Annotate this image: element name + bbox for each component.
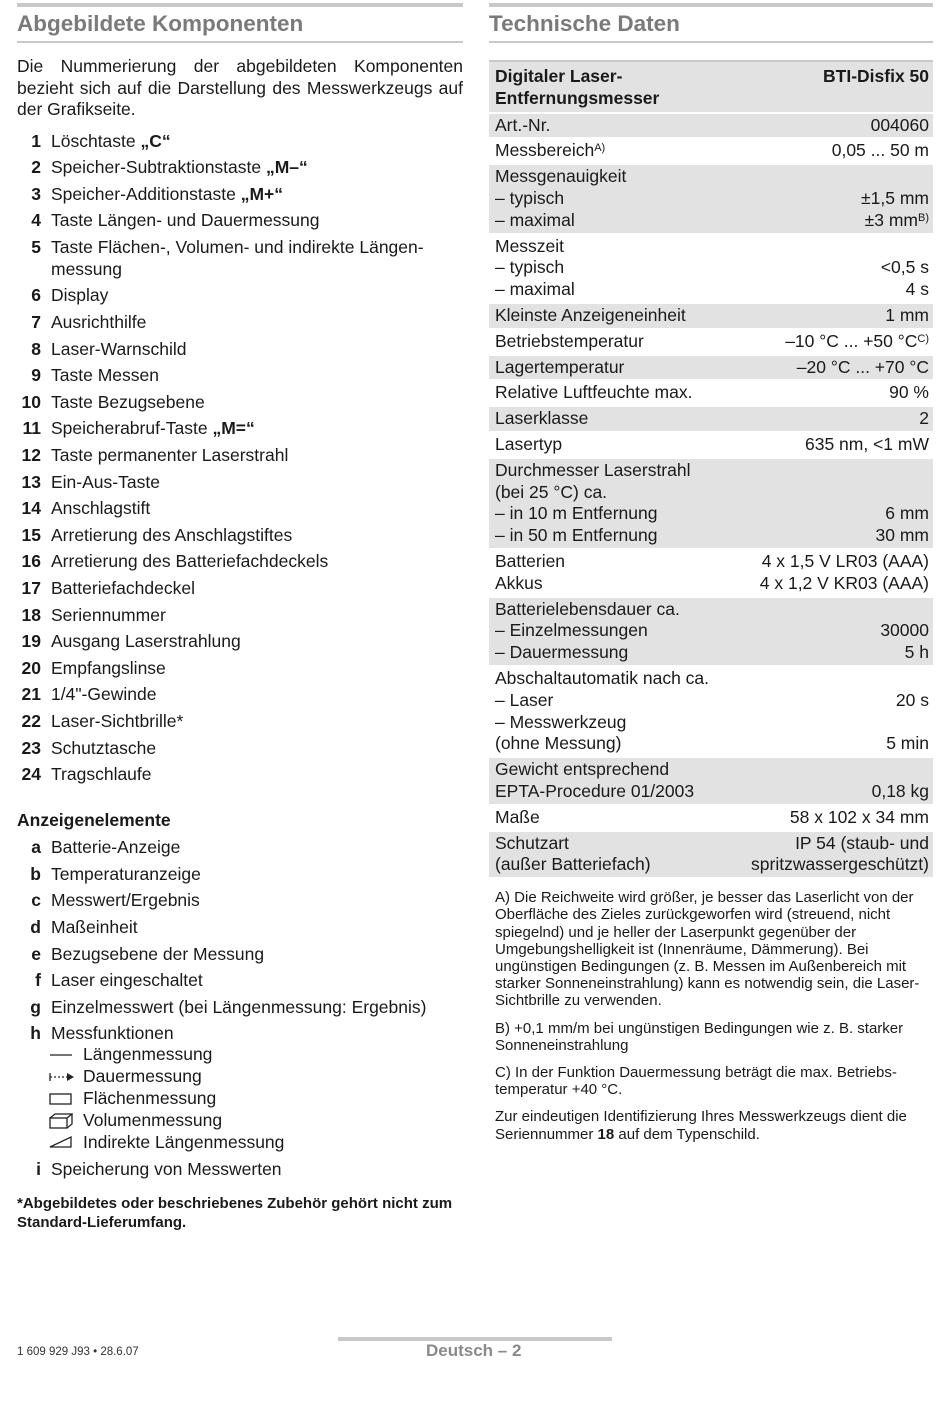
component-label: Ein-Aus-Taste [51, 471, 160, 492]
measure-function-item [17, 1132, 463, 1154]
component-number: 22 [21, 710, 41, 731]
length-line-icon [49, 1047, 75, 1063]
component-number: 5 [31, 236, 41, 257]
spec-value-text: 6 mm 30 mm [875, 503, 929, 546]
spec-value [876, 460, 929, 547]
component-label: Taste permanenter Laserstrahl [51, 445, 289, 466]
component-number: 24 [21, 764, 41, 785]
component-item [17, 391, 463, 413]
spec-row [489, 304, 933, 330]
component-text [41, 630, 241, 652]
spec-value-footnote-mark: B) [918, 211, 929, 224]
component-item [17, 524, 463, 546]
component-text [41, 550, 328, 572]
spec-value [832, 140, 929, 162]
display-elements-list [17, 836, 463, 1044]
measure-function-item [17, 1066, 463, 1088]
cube-volume-icon [49, 1113, 75, 1129]
component-label: Seriennummer [51, 604, 166, 625]
component-text [41, 236, 463, 280]
spec-label-text: Messgenauigkeit – typisch – maximal [495, 166, 627, 230]
spec-row [489, 598, 933, 667]
component-text [41, 183, 283, 205]
display-item-text: Messwert/Ergebnis [51, 890, 200, 911]
measure-function-item [17, 1044, 463, 1066]
component-label: Ausgang Laserstrahlung [51, 631, 241, 652]
spec-row [489, 165, 933, 234]
component-text [41, 209, 320, 231]
spec-value-text: 0,05 ... 50 m [831, 140, 929, 161]
component-text [41, 311, 146, 333]
component-number: 12 [21, 445, 41, 466]
spec-value-text: 4 x 1,5 V LR03 (AAA) 4 x 1,2 V KR03 (AAA) [759, 550, 929, 593]
measure-function-text: Flächenmessung [83, 1087, 217, 1108]
measure-function-text: Indirekte Längenmessung [83, 1131, 285, 1152]
footer-document-code: 1 609 929 J93 • 28.6.07 [17, 1346, 139, 1358]
spec-value [797, 357, 929, 379]
spec-label [495, 460, 690, 547]
component-label: Display [51, 285, 109, 306]
spec-row [489, 832, 933, 880]
footer-page-label: Deutsch – 2 [426, 1341, 522, 1360]
component-item [17, 209, 463, 231]
component-label: Speicher-Additionstaste [51, 183, 241, 204]
component-number: 14 [21, 498, 41, 519]
component-item [17, 763, 463, 785]
display-item-text: Einzelmesswert (bei Längenmessung: Ergebnis) [51, 996, 427, 1017]
spec-row [489, 550, 933, 598]
component-item [17, 710, 463, 732]
component-text [41, 737, 156, 759]
spec-value [871, 115, 929, 137]
spec-label [495, 357, 624, 379]
display-item-text: Laser eingeschaltet [51, 970, 203, 991]
display-item-letter: h [30, 1023, 41, 1044]
technical-data-column [489, 0, 933, 1143]
component-number: 21 [21, 684, 41, 705]
display-item-i [17, 1158, 463, 1180]
spec-value-text: 20 s 5 min [886, 689, 929, 754]
display-item-c [17, 889, 463, 911]
component-item [17, 236, 463, 280]
component-number: 20 [21, 657, 41, 678]
component-item [17, 657, 463, 679]
display-item-d [17, 916, 463, 938]
spec-row [489, 139, 933, 165]
display-item-b [17, 863, 463, 885]
component-label: Batteriefachdeckel [51, 578, 195, 598]
component-number: 18 [21, 604, 41, 625]
component-key-symbol: „M=“ [212, 418, 255, 439]
components-intro: Die Nummerierung der abgebildeten Komponenten bezieht sich auf die Darstellung des Messwerkzeugs auf der Grafikseite. [17, 56, 463, 119]
component-text [41, 710, 183, 732]
component-number: 10 [21, 391, 41, 412]
component-item [17, 417, 463, 439]
component-text [41, 444, 288, 466]
serial-note [489, 1108, 933, 1142]
spec-label-text: Laserklasse [495, 408, 589, 429]
component-number: 6 [31, 285, 41, 306]
spec-value [805, 434, 929, 456]
component-number: 23 [21, 737, 41, 758]
display-item-letter: g [30, 996, 41, 1017]
display-item-letter: e [31, 943, 41, 964]
component-text [41, 391, 205, 413]
component-text [41, 577, 195, 599]
component-text [41, 683, 156, 705]
spec-value-text: 90 % [889, 382, 929, 403]
spec-value [872, 759, 929, 803]
component-number: 15 [21, 524, 41, 545]
spec-row [489, 459, 933, 550]
spec-label [495, 408, 588, 430]
spec-value [760, 551, 929, 595]
technical-data-heading: Technische Daten [489, 3, 933, 43]
footnote-b: B) +0,1 mm/m bei ungünstigen Bedingungen wie z. B. starker Sonneneinstrahlung [495, 1019, 904, 1054]
display-item-text: Temperaturanzeige [51, 863, 201, 884]
display-item-text: Speicherung von Messwerten [51, 1158, 282, 1179]
spec-label [495, 115, 550, 137]
display-item-a [17, 836, 463, 858]
component-number: 17 [21, 578, 41, 598]
spec-row [489, 235, 933, 304]
component-label: Löschtaste [51, 130, 141, 151]
spec-value [889, 382, 929, 404]
spec-label-text: Messzeit – typisch – maximal [495, 235, 575, 300]
spec-label [495, 807, 540, 829]
component-item [17, 550, 463, 572]
spec-label-text: Maße [495, 806, 540, 827]
component-text [41, 657, 166, 679]
spec-label-text: Art.-Nr. [495, 114, 551, 135]
component-item [17, 311, 463, 333]
spec-label-text: Gewicht entsprechend EPTA-Procedure 01/2003 [495, 759, 695, 801]
display-item-text: Batterie-Anzeige [51, 837, 181, 858]
components-list [17, 130, 463, 786]
component-label: Schutztasche [51, 737, 157, 758]
measure-function-item [17, 1088, 463, 1110]
component-number: 19 [21, 631, 41, 652]
footnote-c: C) In der Funktion Dauermessung beträgt die max. Betriebs-temperatur +40 °C. [495, 1063, 897, 1099]
spec-row [489, 381, 933, 407]
spec-value [880, 599, 929, 664]
component-label: Taste Längen- und Dauermessung [51, 210, 320, 231]
component-label: Empfangslinse [51, 657, 166, 678]
display-item-text: Bezugsebene der Messung [51, 943, 265, 964]
spec-value-text: 1 mm [885, 304, 929, 325]
display-item-letter: f [35, 970, 41, 991]
spec-header-row [489, 62, 933, 114]
component-label: Laser-Warnschild [51, 338, 187, 359]
component-number: 2 [31, 157, 41, 178]
spec-row [489, 433, 933, 459]
spec-value [886, 668, 929, 755]
spec-value [790, 807, 929, 829]
spec-label-text: Relative Luftfeuchte max. [495, 382, 693, 403]
component-text [41, 364, 159, 386]
display-item-letter: a [31, 837, 41, 858]
component-text [41, 471, 160, 493]
serial-note-post: auf dem Typenschild. [614, 1125, 760, 1143]
accessory-note: *Abgebildetes oder beschriebenes Zubehör gehört nicht zum Standard-Lieferumfang. [17, 1194, 453, 1232]
component-label: Arretierung des Anschlagstiftes [51, 524, 293, 545]
display-elements-heading: Anzeigenelemente [17, 810, 171, 831]
component-item [17, 604, 463, 626]
spec-value-text: 2 [919, 408, 929, 429]
spec-value-footnote-mark: C) [917, 332, 929, 345]
component-text [41, 497, 150, 519]
component-text [41, 604, 166, 626]
display-item-g [17, 996, 463, 1018]
spec-header-product: Digitaler Laser- Entfernungsmesser [495, 66, 660, 108]
measure-function-text: Längenmessung [83, 1044, 213, 1065]
display-item-letter: d [30, 916, 41, 937]
components-column [17, 0, 463, 1233]
component-number: 7 [31, 312, 41, 333]
component-item [17, 630, 463, 652]
spec-value [861, 166, 929, 231]
triangle-indirect-icon [49, 1134, 75, 1150]
spec-label [495, 305, 686, 327]
spec-value-text: 0,18 kg [871, 780, 929, 801]
spec-row [489, 356, 933, 382]
spec-label [495, 166, 626, 231]
component-item [17, 156, 463, 178]
component-label: Ausrichthilfe [51, 312, 147, 333]
component-text [41, 338, 187, 360]
component-number: 13 [21, 471, 41, 492]
component-number: 16 [21, 551, 41, 572]
spec-value-text: 58 x 102 x 34 mm [789, 806, 929, 827]
component-label: Speicher-Subtraktionstaste [51, 157, 266, 178]
spec-label-text: Kleinste Anzeigeneinheit [495, 304, 686, 325]
component-number: 11 [22, 418, 41, 439]
spec-label [495, 236, 575, 301]
spec-label-text: Durchmesser Laserstrahl (bei 25 °C) ca. – in 10 m Entfernung – in 50 m Entfernung [495, 459, 691, 546]
spec-label [495, 331, 644, 353]
display-item-letter: b [30, 863, 41, 884]
spec-value-text: ±1,5 mm ±3 mm [861, 187, 929, 230]
spec-value-text: 30000 5 h [880, 620, 929, 663]
component-text [41, 284, 108, 306]
component-text [41, 417, 255, 439]
spec-value-text: –20 °C ... +70 °C [796, 356, 929, 377]
spec-value-text: 635 nm, <1 mW [804, 433, 929, 454]
measure-function-item [17, 1110, 463, 1132]
spec-value [785, 331, 929, 353]
component-label: Tragschlaufe [51, 764, 152, 785]
component-item [17, 577, 463, 599]
rectangle-area-icon [49, 1091, 75, 1107]
measure-function-text: Dauermessung [83, 1066, 202, 1087]
component-text [41, 524, 292, 546]
components-heading: Abgebildete Komponenten [17, 3, 463, 43]
serial-note-number: 18 [597, 1125, 615, 1143]
spec-value [885, 305, 929, 327]
spec-row [489, 114, 933, 140]
component-number: 8 [31, 338, 41, 359]
spec-label [495, 382, 692, 404]
display-item-e [17, 943, 463, 965]
component-text [41, 130, 171, 152]
component-label: Taste Messen [51, 365, 159, 386]
spec-label-text: Batterielebensdauer ca. – Einzelmessungen – Dauermessung [495, 598, 680, 663]
display-item-text: Messfunktionen [51, 1023, 174, 1044]
serial-note-pre: Zur eindeutigen Identifizierung Ihres Messwerkzeugs dient die Seriennummer [495, 1108, 907, 1143]
spec-label [495, 833, 651, 877]
spec-row [489, 667, 933, 758]
component-number: 3 [31, 183, 41, 204]
spec-label-text: Messbereich [495, 140, 595, 161]
spec-value-text: <0,5 s 4 s [880, 257, 929, 300]
component-label: 1/4"-Gewinde [51, 684, 157, 705]
spec-label [495, 599, 680, 664]
component-item [17, 130, 463, 152]
spec-value-text: –10 °C ... +50 °C [785, 330, 918, 351]
component-label: Arretierung des Batteriefachdeckels [51, 551, 329, 572]
component-item [17, 284, 463, 306]
component-number: 1 [31, 130, 41, 151]
spec-row [489, 407, 933, 433]
component-item [17, 364, 463, 386]
spec-label-text: Abschaltautomatik nach ca. – Laser – Messwerkzeug (ohne Messung) [495, 667, 710, 754]
component-label: Speicherabruf-Taste [51, 418, 213, 439]
spec-label-text: Batterien Akkus [495, 550, 566, 593]
component-number: 9 [31, 365, 41, 386]
component-item [17, 183, 463, 205]
component-number: 4 [31, 210, 41, 231]
component-label: Anschlagstift [51, 498, 151, 519]
spec-label [495, 759, 694, 803]
display-item-letter: i [36, 1158, 41, 1179]
component-item [17, 497, 463, 519]
component-item [17, 444, 463, 466]
measure-function-text: Volumenmessung [83, 1109, 223, 1130]
spec-label-text: Schutzart (außer Batteriefach) [495, 832, 651, 875]
spec-row [489, 806, 933, 832]
spec-label-text: Lagertemperatur [495, 356, 625, 377]
display-item-letter: c [31, 890, 41, 911]
spec-label-text: Lasertyp [495, 433, 563, 454]
continuous-arrow-icon [49, 1069, 75, 1085]
spec-label-footnote-mark: A) [594, 142, 606, 155]
component-label: Taste Bezugsebene [51, 391, 205, 412]
spec-label [495, 140, 605, 162]
component-item [17, 471, 463, 493]
spec-row [489, 330, 933, 356]
spec-header-model: BTI-Disfix 50 [823, 66, 929, 86]
display-item-h [17, 1022, 463, 1044]
component-key-symbol: „M–“ [265, 157, 308, 178]
spec-label [495, 551, 565, 595]
spec-value-text: IP 54 (staub- und spritzwassergeschützt) [751, 832, 929, 875]
spec-value [881, 236, 929, 301]
component-key-symbol: „M+“ [240, 183, 284, 204]
component-text [41, 763, 152, 785]
component-item [17, 683, 463, 705]
component-label: Laser-Sichtbrille* [51, 710, 184, 731]
component-item [17, 737, 463, 759]
component-text [41, 156, 308, 178]
footnote-a: A) Die Reichweite wird größer, je besser das Laserlicht von der Oberfläche des Zieles zurückgeworfen wird (streuend, nicht spiegelnd) und je heller der Laserpunkt gegenüber der Umgebungshelligkeit ist (Innenräume, Dämmerung). Bei ungünstigen Bedingungen (z. B. Messen im Außenbereich mit starker Sonneneinstrahlung) kann es notwendig sein, die Laser-Sichtbrille zu verwenden. [495, 889, 920, 1010]
spec-value [919, 408, 929, 430]
component-key-symbol: „C“ [140, 130, 171, 151]
spec-label [495, 434, 562, 456]
spec-value [751, 833, 929, 877]
component-item [17, 338, 463, 360]
component-label: Taste Flächen-, Volumen- und indirekte Längen-messung [51, 236, 424, 279]
display-item-f [17, 969, 463, 991]
spec-label-text: Betriebstemperatur [495, 330, 644, 351]
spec-label [495, 668, 709, 755]
spec-table [489, 60, 933, 879]
measure-functions-list [17, 1044, 463, 1153]
display-item-text: Maßeinheit [51, 916, 138, 937]
spec-row [489, 758, 933, 806]
spec-value-text: 004060 [870, 114, 929, 135]
